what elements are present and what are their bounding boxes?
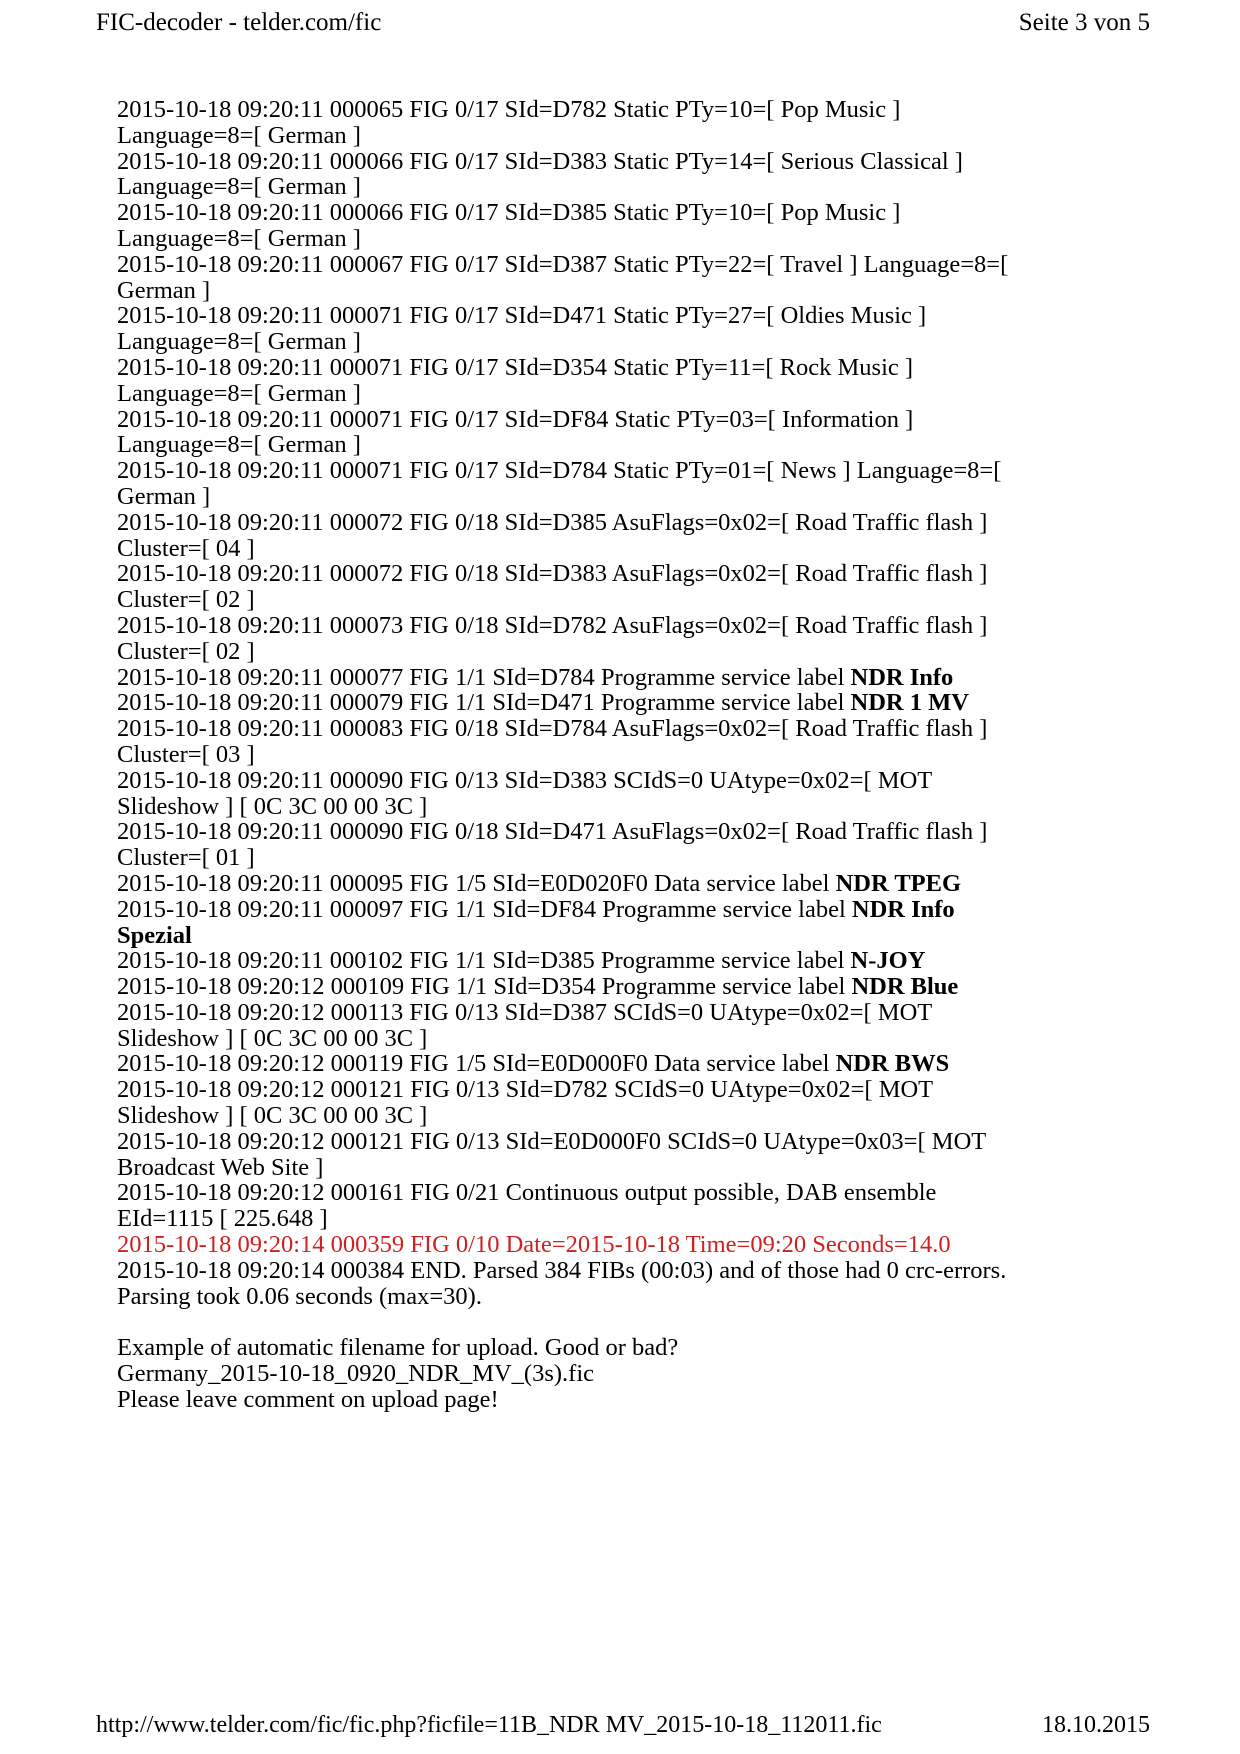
note-line: Please leave comment on upload page! [117, 1386, 499, 1414]
log-line [117, 690, 1017, 716]
log-line [117, 716, 1017, 768]
log-line-text: 2015-10-18 09:20:11 000071 FIG 0/17 SId=D784 Static PTy=01=[ News ] Language=8=[ German ] [117, 457, 1002, 510]
log-line-text: 2015-10-18 09:20:12 000119 FIG 1/5 SId=E0D000F0 Data service label [117, 1050, 836, 1078]
header-title: FIC-decoder - telder.com/fic [96, 9, 382, 36]
service-label: NDR Info Spezial [117, 895, 955, 949]
note-line: Germany_2015-10-18_0920_NDR_MV_(3s).fic [117, 1360, 594, 1388]
log-line [117, 948, 1017, 974]
log-line [117, 407, 1017, 459]
service-label: NDR Blue [851, 973, 959, 1001]
log-line-text: 2015-10-18 09:20:11 000072 FIG 0/18 SId=D383 AsuFlags=0x02=[ Road Traffic flash ] Cluster=[ 02 ] [117, 560, 988, 614]
log-line-text: 2015-10-18 09:20:11 000071 FIG 0/17 SId=D471 Static PTy=27=[ Oldies Music ] Language=8=[ German ] [117, 302, 927, 356]
log-line [117, 252, 1017, 304]
log-line [117, 149, 1017, 201]
log-line-text: 2015-10-18 09:20:11 000102 FIG 1/1 SId=D385 Programme service label [117, 947, 851, 975]
log-line-text: 2015-10-18 09:20:12 000109 FIG 1/1 SId=D354 Programme service label [117, 973, 852, 1001]
log-line-text: 2015-10-18 09:20:11 000066 FIG 0/17 SId=D383 Static PTy=14=[ Serious Classical ] Language=8=[ German ] [117, 147, 963, 201]
log-line-text: 2015-10-18 09:20:12 000161 FIG 0/21 Continuous output possible, DAB ensemble EId=1115 [ 225.648 ] [117, 1179, 937, 1233]
log-line-text: 2015-10-18 09:20:11 000083 FIG 0/18 SId=D784 AsuFlags=0x02=[ Road Traffic flash ] Cluster=[ 03 ] [117, 715, 988, 768]
header-page-number: Seite 3 von 5 [1018, 9, 1150, 36]
page-header [96, 0, 1150, 38]
footer-date: 18.10.2015 [1042, 1712, 1150, 1738]
log-line [117, 974, 1017, 1000]
log-line-text: 2015-10-18 09:20:11 000090 FIG 0/18 SId=D471 AsuFlags=0x02=[ Road Traffic flash ] Cluster=[ 01 ] [117, 818, 988, 872]
log-line [117, 1000, 1017, 1052]
log-line [117, 819, 1017, 871]
log-lines-container [117, 97, 1017, 1309]
service-label: NDR Info [850, 663, 954, 691]
log-line [117, 355, 1017, 407]
log-line [117, 768, 1017, 820]
log-line [117, 458, 1017, 510]
log-line-text: 2015-10-18 09:20:11 000073 FIG 0/18 SId=D782 AsuFlags=0x02=[ Road Traffic flash ] Cluster=[ 02 ] [117, 611, 988, 665]
log-line-text: 2015-10-18 09:20:11 000095 FIG 1/5 SId=E0D020F0 Data service label [117, 869, 836, 897]
log-line-text: 2015-10-18 09:20:14 000384 END. Parsed 384 FIBs (00:03) and of those had 0 crc-errors. Parsing took 0.06 seconds (max=30). [117, 1256, 1007, 1310]
footer-source-url: http://www.telder.com/fic/fic.php?ficfile=11B_NDR MV_2015-10-18_112011.fic [96, 1712, 882, 1738]
log-line [117, 200, 1017, 252]
log-line-text: 2015-10-18 09:20:11 000079 FIG 1/1 SId=D471 Programme service label [117, 689, 851, 717]
note-line: Example of automatic filename for upload. Good or bad? [117, 1334, 679, 1362]
log-line [117, 510, 1017, 562]
log-line [117, 303, 1017, 355]
log-line-text: 2015-10-18 09:20:11 000097 FIG 1/1 SId=DF84 Programme service label [117, 895, 852, 923]
section-gap [117, 1309, 1017, 1335]
log-line [117, 1232, 1017, 1258]
log-line [117, 613, 1017, 665]
log-line [117, 1051, 1017, 1077]
log-line-text: 2015-10-18 09:20:11 000071 FIG 0/17 SId=D354 Static PTy=11=[ Rock Music ] Language=8=[ German ] [117, 353, 914, 407]
log-line [117, 561, 1017, 613]
log-line [117, 665, 1017, 691]
log-line-text: 2015-10-18 09:20:12 000113 FIG 0/13 SId=D387 SCIdS=0 UAtype=0x02=[ MOT Slideshow ] [ 0C 3C 00 00 3C ] [117, 998, 932, 1052]
log-line [117, 897, 1017, 949]
log-line-text: 2015-10-18 09:20:11 000077 FIG 1/1 SId=D784 Programme service label [117, 663, 851, 691]
service-label: NDR BWS [835, 1050, 950, 1078]
service-label: N-JOY [850, 947, 926, 975]
log-line [117, 1258, 1017, 1310]
log-line-text: 2015-10-18 09:20:11 000066 FIG 0/17 SId=D385 Static PTy=10=[ Pop Music ] Language=8=[ German ] [117, 199, 901, 252]
service-label: NDR 1 MV [850, 689, 969, 717]
log-line-text: 2015-10-18 09:20:11 000072 FIG 0/18 SId=D385 AsuFlags=0x02=[ Road Traffic flash ] Cluster=[ 04 ] [117, 508, 988, 562]
notes-container [117, 1335, 1017, 1412]
log-line [117, 1077, 1017, 1129]
page-footer [96, 1710, 1150, 1740]
log-line [117, 97, 1017, 149]
log-line-text: 2015-10-18 09:20:12 000121 FIG 0/13 SId=D782 SCIdS=0 UAtype=0x02=[ MOT Slideshow ] [ 0C 3C 00 00 3C ] [117, 1076, 933, 1130]
log-line-text: 2015-10-18 09:20:11 000067 FIG 0/17 SId=D387 Static PTy=22=[ Travel ] Language=8=[ German ] [117, 250, 1009, 304]
fic-decoder-log [117, 97, 1017, 1413]
log-line-text: 2015-10-18 09:20:12 000121 FIG 0/13 SId=E0D000F0 SCIdS=0 UAtype=0x03=[ MOT Broadcast Web Site ] [117, 1127, 986, 1181]
log-line [117, 1180, 1017, 1232]
log-line [117, 871, 1017, 897]
log-line-text: 2015-10-18 09:20:11 000065 FIG 0/17 SId=D782 Static PTy=10=[ Pop Music ] Language=8=[ German ] [117, 96, 901, 149]
log-line [117, 1129, 1017, 1181]
log-line-text: 2015-10-18 09:20:11 000090 FIG 0/13 SId=D383 SCIdS=0 UAtype=0x02=[ MOT Slideshow ] [ 0C 3C 00 00 3C ] [117, 766, 932, 820]
log-line-text: 2015-10-18 09:20:11 000071 FIG 0/17 SId=DF84 Static PTy=03=[ Information ] Language=8=[ German ] [117, 405, 914, 459]
service-label: NDR TPEG [835, 869, 962, 897]
log-line-text: 2015-10-18 09:20:14 000359 FIG 0/10 Date=2015-10-18 Time=09:20 Seconds=14.0 [117, 1231, 951, 1259]
